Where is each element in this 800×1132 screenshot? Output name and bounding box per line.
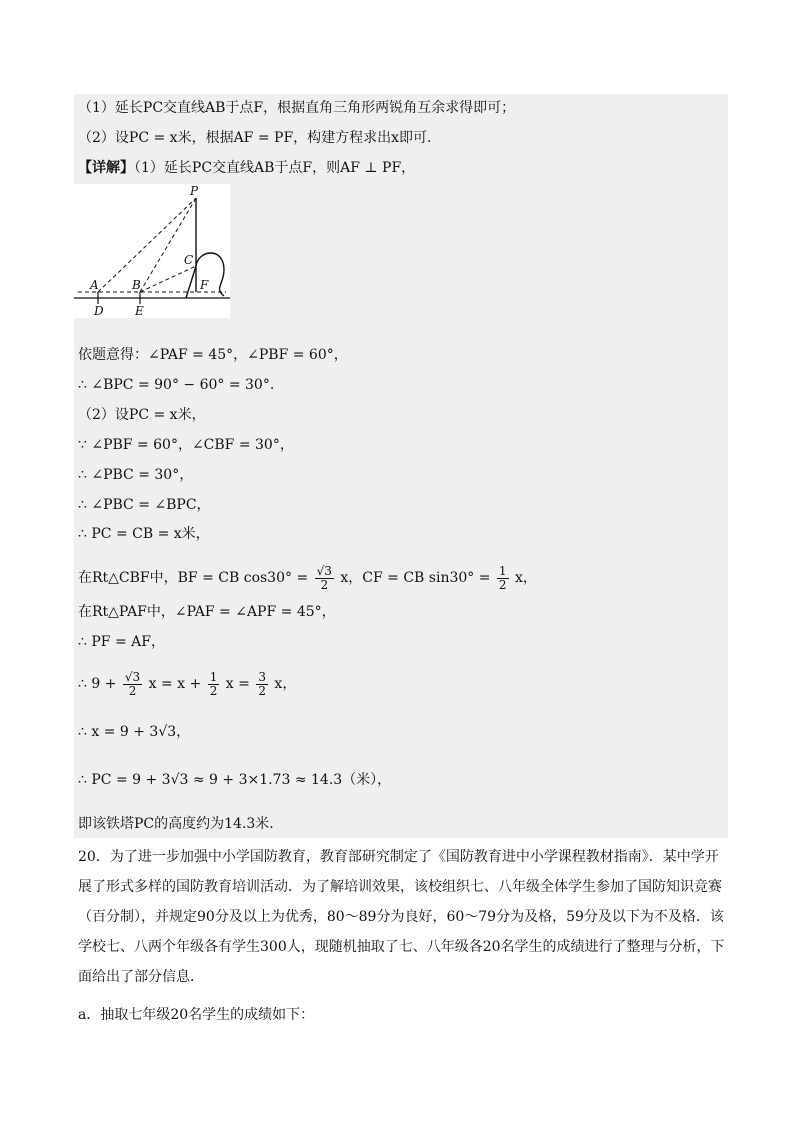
detail-text: （1）延长PC交直线AB于点F，则AF ⊥ PF， bbox=[134, 160, 416, 176]
solution-line-5: ∴ ∠PBC = 30°， bbox=[78, 467, 194, 483]
label-A: A bbox=[90, 278, 99, 292]
l11-a: ∴ 9 + bbox=[78, 676, 117, 692]
label-E: E bbox=[135, 304, 144, 318]
l8-mid: x，CF = CB sin30° = bbox=[340, 570, 491, 586]
analysis-hint-1: （1）延长PC交直线AB于点F，根据直角三角形两锐角互余求得即可； bbox=[78, 100, 516, 116]
solution-line-3: （2）设PC = x米， bbox=[78, 407, 206, 423]
analysis-hint-2: （2）设PC = x米，根据AF = PF，构建方程求出x即可. bbox=[78, 130, 432, 146]
label-C: C bbox=[184, 253, 194, 267]
problem-20-text: 20．为了进一步加强中小学国防教育，教育部研究制定了《国防教育进中小学课程教材指南》．某中学开展了形式多样的国防教育培训活动．为了解培训效果，该校组织七、八年级全体学生参加了国防知识竞赛（百分制），并规定90分及以上为优秀，80～89分为良好，60～79分为及格，59分及以下为不及格．该学校七、八两个年级各有学生300人，现随机抽取了七、八年级各20名学生的成绩进行了整理与分析，下面给出了部分信息． bbox=[78, 849, 725, 985]
problem-20-item-a: a．抽取七年级20名学生的成绩如下： bbox=[78, 1007, 315, 1023]
l11-b: x = x + bbox=[148, 676, 202, 692]
l8-pre: 在Rt△CBF中，BF = CB cos30° = bbox=[78, 570, 309, 586]
fraction-1-over-2: $\frac{1}{2}$ bbox=[498, 563, 507, 592]
detail-tag: 【详解】 bbox=[78, 160, 134, 176]
label-D: D bbox=[94, 304, 104, 318]
label-B: B bbox=[132, 278, 141, 292]
detail-intro bbox=[78, 158, 415, 178]
l11-d: x， bbox=[274, 676, 297, 692]
label-P: P bbox=[190, 184, 199, 198]
solution-line-4: ∵ ∠PBF = 60°，∠CBF = 30°， bbox=[78, 437, 294, 453]
solution-line-9: 在Rt△PAF中，∠PAF = ∠APF = 45°， bbox=[78, 604, 336, 620]
solution-line-8 bbox=[78, 558, 537, 598]
label-F: F bbox=[200, 278, 209, 292]
solution-line-12: ∴ x = 9 + 3√3， bbox=[78, 724, 191, 740]
fraction-a: $\frac{√3}{2}$ bbox=[124, 669, 141, 698]
fraction-c: $\frac{3}{2}$ bbox=[258, 669, 266, 698]
solution-conclusion: 即该铁塔PC的高度约为14.3米. bbox=[78, 816, 274, 832]
solution-line-1: 依题意得：∠PAF = 45°，∠PBF = 60°， bbox=[78, 347, 348, 363]
l8-post: x， bbox=[515, 570, 537, 586]
solution-line-13: ∴ PC = 9 + 3√3 ≈ 9 + 3×1.73 ≈ 14.3（米）， bbox=[78, 772, 392, 788]
solution-line-11 bbox=[78, 664, 296, 704]
l11-c: x = bbox=[225, 676, 250, 692]
fraction-b: $\frac{1}{2}$ bbox=[209, 669, 218, 698]
solution-line-7: ∴ PC = CB = x米， bbox=[78, 526, 210, 542]
solution-line-10: ∴ PF = AF， bbox=[78, 634, 165, 650]
geometry-figure bbox=[74, 184, 230, 318]
solution-line-2: ∴ ∠BPC = 90° − 60° = 30°. bbox=[78, 377, 275, 393]
fraction-root3-over-2: $\frac{√3}{2}$ bbox=[316, 563, 332, 592]
solution-line-6: ∴ ∠PBC = ∠BPC， bbox=[78, 497, 211, 513]
